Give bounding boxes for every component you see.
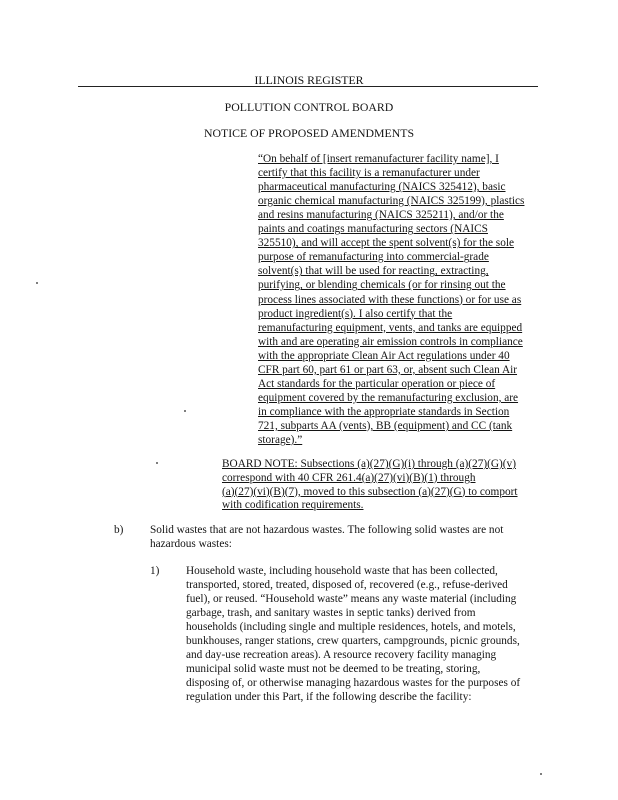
quote-line: equipment covered by the remanufacturing exclusion, are (258, 391, 519, 404)
quote-line: paints and coatings manufacturing sectors (NAICS (258, 223, 488, 236)
section-b-label: b) (114, 524, 124, 536)
item1-line: fuel), or reused. “Household waste” means any waste material (including (186, 593, 517, 606)
notice-title: NOTICE OF PROPOSED AMENDMENTS (203, 126, 415, 140)
quote-line: 721, subparts AA (vents), BB (equipment) and CC (tank (258, 419, 513, 432)
quote-line: in compliance with the appropriate standards in Section (258, 405, 510, 418)
scan-speck (156, 462, 158, 464)
note-line: with codification requirements. (222, 499, 364, 512)
quote-line: organic chemical manufacturing (NAICS 325199), plastics (258, 195, 525, 208)
item1-line: regulation under this Part, if the following describe the facility: (186, 691, 472, 704)
quote-line: process lines associated with these functions) or for use as (258, 293, 522, 306)
note-line: BOARD NOTE: Subsections (a)(27)(G)(i) through (a)(27)(G)(v) (222, 458, 516, 470)
item1-line: Household waste, including household waste that has been collected, (186, 565, 498, 577)
quote-line: storage).” (258, 434, 303, 446)
note-line: (a)(27)(vi)(B)(7), moved to this subsection (a)(27)(G) to comport (222, 485, 518, 498)
quote-line: “On behalf of [insert remanufacturer facility name], I (258, 153, 499, 165)
quote-line: purifying, or blending chemicals (or for rinsing out the (258, 279, 506, 292)
quote-line: product ingredient(s). I also certify that the (258, 307, 453, 320)
scan-speck (540, 773, 542, 775)
register-title: ILLINOIS REGISTER (254, 73, 364, 87)
note-line: correspond with 40 CFR 261.4(a)(27)(vi)(B)(1) through (222, 471, 476, 484)
quote-line: 325510), and will accept the spent solvent(s) for the sole (258, 237, 514, 250)
quote-line: Act standards for the particular operation or piece of (258, 377, 496, 390)
quote-line: pharmaceutical manufacturing (NAICS 325412), basic (258, 181, 506, 194)
quote-line: and resins manufacturing (NAICS 325211), and/or the (258, 209, 504, 222)
scan-speck (184, 410, 186, 412)
secb-line: Solid wastes that are not hazardous wastes. The following solid wastes are not (150, 524, 504, 536)
secb-line: hazardous wastes: (150, 538, 232, 550)
quote-line: CFR part 60, part 61 or part 63, or, absent such Clean Air (258, 363, 518, 376)
item1-line: transported, stored, treated, disposed of, recovered (e.g., refuse-derived (186, 579, 508, 592)
item1-line: disposing of, or otherwise managing hazardous wastes for the purposes of (186, 677, 521, 690)
item1-line: and day-use recreation areas). A resource recovery facility managing (186, 649, 497, 662)
item1-line: households (including single and multiple residences, hotels, and motels, (186, 621, 516, 634)
quote-line: remanufacturing equipment, vents, and tanks are equipped (258, 321, 523, 334)
item1-line: bunkhouses, ranger stations, crew quarters, campgrounds, picnic grounds, (186, 635, 520, 648)
item1-line: municipal solid waste must not be deemed to be treating, storing, (186, 663, 481, 676)
quote-line: solvent(s) that will be used for reacting, extracting, (258, 265, 489, 278)
quote-line: with and are operating air emission controls in compliance (258, 335, 523, 348)
quote-line: purpose of remanufacturing into commercial-grade (258, 251, 489, 264)
quote-line: certify that this facility is a remanufacturer under (258, 167, 480, 180)
item1-line: garbage, trash, and sanitary wastes in septic tanks) derived from (186, 607, 476, 620)
item-1-label: 1) (150, 565, 160, 577)
quote-line: with the appropriate Clean Air Act regulations under 40 (258, 349, 510, 362)
board-name: POLLUTION CONTROL BOARD (224, 100, 394, 114)
scan-speck (36, 282, 38, 284)
